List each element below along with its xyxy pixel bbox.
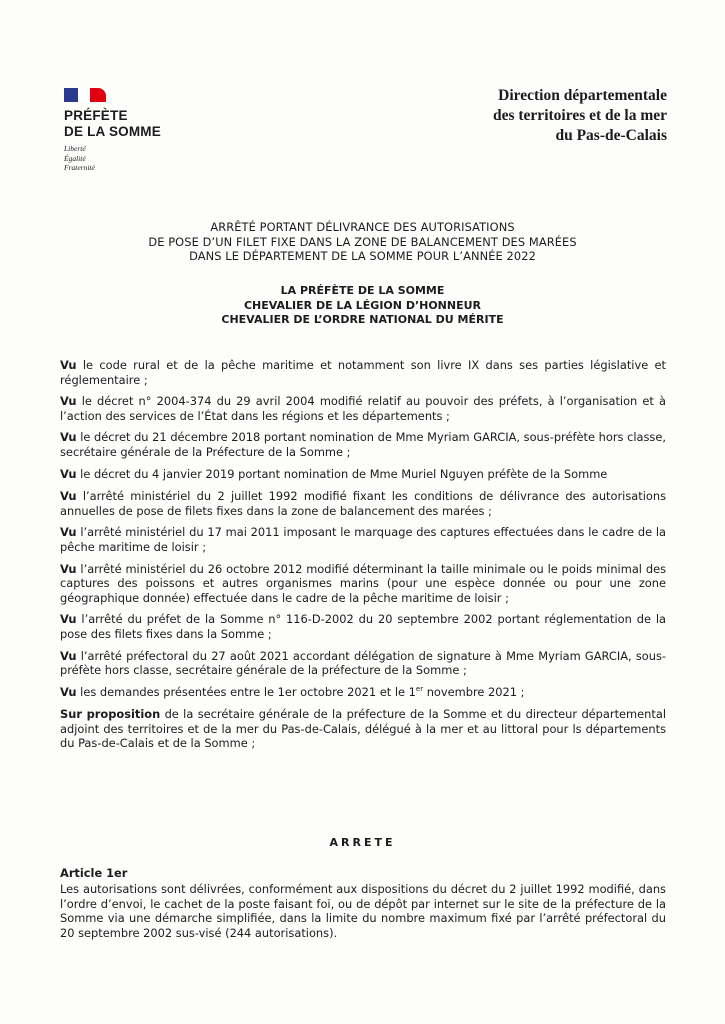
motto-egalite: Égalité bbox=[64, 153, 86, 163]
issuing-department bbox=[493, 86, 667, 146]
visa-text: le code rural et de la pêche maritime et notamment son livre IX dans ses parties législative et réglementaire ; bbox=[60, 358, 666, 387]
title-line-1: ARRÊTÉ PORTANT DÉLIVRANCE DES AUTORISATIONS bbox=[210, 220, 515, 234]
visa-paragraph bbox=[60, 649, 666, 678]
visa-text: l’arrêté préfectoral du 27 août 2021 accordant délégation de signature à Mme Myriam GARCIA, sous-préfète hors classe, secrétaire générale de la préfecture de la Somme ; bbox=[60, 648, 666, 678]
visa-paragraph bbox=[60, 562, 666, 606]
visa-text: le décret n° 2004-374 du 29 avril 2004 modifié relatif au pouvoir des préfets, à l’organisation et à l’action des services de l’État dans les régions et les départements ; bbox=[60, 394, 667, 423]
visa-paragraph bbox=[60, 489, 666, 518]
proposition-label: Sur proposition bbox=[60, 707, 161, 722]
authority-line-1: LA PRÉFÈTE DE LA SOMME bbox=[280, 284, 445, 297]
visa-text-before: les demandes présentées entre le 1er octobre 2021 et le 1 bbox=[80, 684, 416, 699]
title-line-3: DANS LE DÉPARTEMENT DE LA SOMME POUR L’ANNÉE 2022 bbox=[189, 249, 536, 263]
visas-section bbox=[60, 358, 666, 758]
vu-label: Vu bbox=[60, 648, 77, 663]
department-line-1: Direction départementale bbox=[498, 87, 667, 104]
logo-title bbox=[64, 108, 204, 140]
ordinal-superscript: er bbox=[415, 684, 424, 693]
vu-label: Vu bbox=[60, 612, 77, 627]
proposition-paragraph bbox=[60, 707, 666, 751]
proposition-text: de la secrétaire générale de la préfecture de la Somme et du directeur départemental adjoint des territoires et de la mer du Pas-de-Calais, délégué à la mer et au littoral pour ls départements du Pas-de-Calais et de la Somme ; bbox=[60, 707, 666, 751]
logo-line-2: DE LA SOMME bbox=[64, 124, 161, 139]
visa-text: l’arrêté ministériel du 17 mai 2011 imposant le marquage des captures effectuées dans le cadre de la pêche maritime de loisir ; bbox=[60, 525, 667, 554]
motto-liberte: Liberté bbox=[64, 144, 86, 153]
title-line-2: DE POSE D’UN FILET FIXE DANS LA ZONE DE BALANCEMENT DES MARÉES bbox=[148, 234, 577, 249]
motto-fraternite: Fraternité bbox=[64, 163, 95, 172]
french-flag-icon bbox=[64, 88, 106, 102]
vu-label: Vu bbox=[60, 561, 77, 576]
visa-text: le décret du 4 janvier 2019 portant nomination de Mme Muriel Nguyen préfète de la Somme bbox=[80, 466, 608, 481]
article-1-title: Article 1er bbox=[60, 866, 128, 880]
visa-paragraph bbox=[60, 430, 666, 459]
document-title bbox=[0, 220, 725, 264]
vu-label: Vu bbox=[60, 684, 77, 699]
visa-paragraph bbox=[60, 358, 666, 387]
authority-block bbox=[0, 284, 725, 328]
prefecture-logo bbox=[64, 88, 204, 173]
visa-text: l’arrêté ministériel du 2 juillet 1992 modifié fixant les conditions de délivrance des autorisations annuelles de pose de filets fixes dans la zone de balancement des marées ; bbox=[60, 489, 667, 518]
vu-label: Vu bbox=[60, 466, 77, 481]
visa-text: l’arrêté du préfet de la Somme n° 116-D-2002 du 20 septembre 2002 portant réglementation de la pose des filets fixes dans la Somme ; bbox=[60, 612, 667, 641]
visa-paragraph bbox=[60, 467, 666, 482]
department-line-2: des territoires et de la mer bbox=[492, 107, 667, 124]
vu-label: Vu bbox=[60, 430, 77, 445]
visa-paragraph bbox=[60, 612, 666, 641]
vu-label: Vu bbox=[60, 525, 77, 540]
visa-text-after: novembre 2021 ; bbox=[423, 684, 525, 699]
authority-line-3: CHEVALIER DE L’ORDRE NATIONAL DU MÉRITE bbox=[221, 313, 504, 326]
arrete-heading: ARRETE bbox=[329, 836, 396, 849]
vu-label: Vu bbox=[60, 394, 77, 409]
vu-label: Vu bbox=[60, 489, 77, 504]
visa-paragraph bbox=[60, 525, 666, 554]
visa-paragraph bbox=[60, 685, 666, 700]
visa-paragraph bbox=[60, 394, 666, 423]
department-line-3: du Pas-de-Calais bbox=[555, 127, 667, 144]
visa-text: le décret du 21 décembre 2018 portant nomination de Mme Myriam GARCIA, sous-préfète hors classe, secrétaire générale de la Préfecture de la Somme ; bbox=[60, 430, 666, 459]
republic-motto bbox=[64, 144, 204, 173]
authority-line-2: CHEVALIER DE LA LÉGION D’HONNEUR bbox=[243, 298, 482, 312]
visa-text: l’arrêté ministériel du 26 octobre 2012 modifié déterminant la taille minimale ou le poids minimal des captures des poissons et autres organismes marins (pour une espèce donnée ou pour une zone géographique donnée) effectuée dans le cadre de la pêche maritime de loisir ; bbox=[60, 561, 667, 605]
vu-label: Vu bbox=[60, 358, 77, 372]
logo-line-1: PRÉFÈTE bbox=[64, 108, 128, 123]
article-1-body: Les autorisations sont délivrées, conformément aux dispositions du décret du 2 juillet 1992 modifié, dans l’ordre d’envoi, le cachet de la poste faisant foi, ou de dépôt par internet sur le site de la préfecture de la Somme via une démarche simplifiée, dans la limite du nombre maximum fixé par l’arrêté préfectoral du 20 septembre 2002 sus-visé (244 autorisations). bbox=[60, 882, 666, 940]
